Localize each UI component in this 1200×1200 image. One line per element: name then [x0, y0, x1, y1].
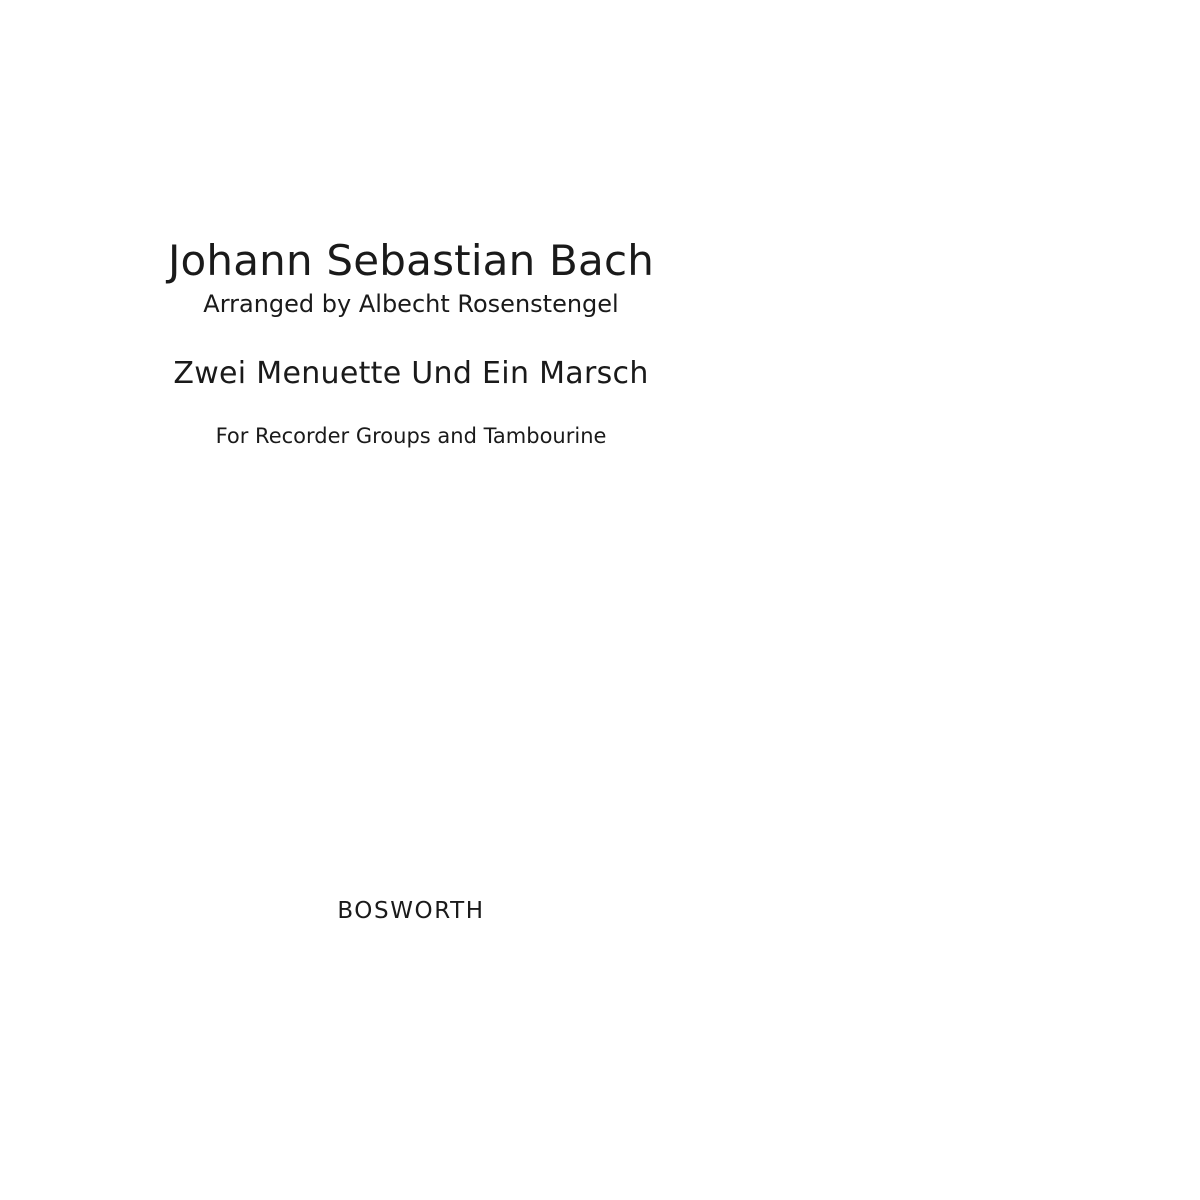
instrumentation-line: For Recorder Groups and Tambourine — [215, 424, 607, 448]
composer-name: Johann Sebastian Bach — [167, 236, 655, 285]
arranger-credit: Arranged by Albecht Rosenstengel — [203, 290, 619, 318]
publisher-name: BOSWORTH — [337, 898, 485, 924]
work-title: Zwei Menuette Und Ein Marsch — [173, 356, 649, 391]
